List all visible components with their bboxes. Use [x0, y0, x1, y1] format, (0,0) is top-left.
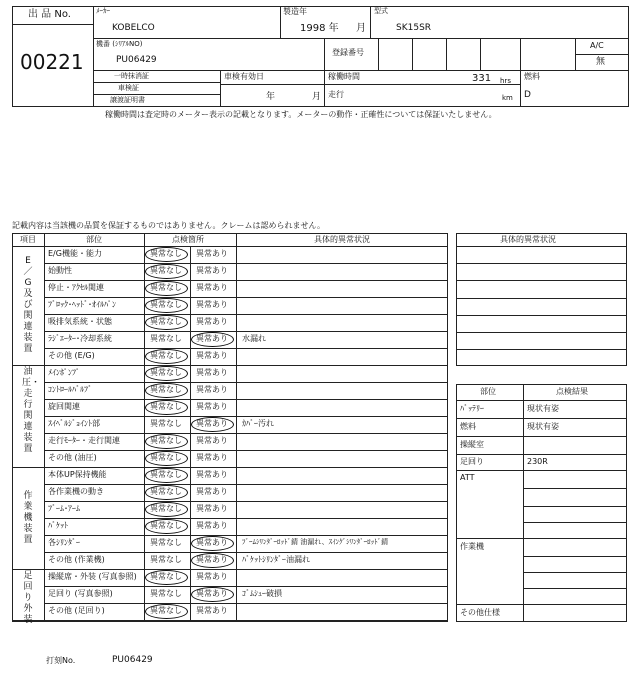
side-part-undercarriage: 足回り	[460, 457, 484, 466]
circle-ok-mark	[145, 485, 188, 500]
option-ok: 異常なし	[150, 317, 182, 326]
group-title: 足回り外装	[23, 571, 33, 625]
inspection-cert-label: 車検証	[118, 84, 139, 92]
side-col-result: 点検結果	[556, 387, 588, 396]
row-part-label: ｽｲﾍﾞﾙｼﾞｮｲﾝﾄ部	[48, 419, 100, 428]
option-ng: 異常あり	[196, 385, 228, 394]
circle-ok-mark	[145, 570, 188, 585]
ac-value: 無	[596, 57, 606, 67]
row-detail-text: 水漏れ	[242, 334, 266, 343]
option-ng: 異常あり	[196, 487, 228, 496]
circle-ng-mark	[191, 332, 234, 347]
ac-label: A/C	[590, 41, 604, 50]
valid-until-label: 車検有効日	[224, 72, 264, 81]
option-ok: 異常なし	[150, 385, 182, 394]
shuppin-number: 00221	[20, 50, 84, 74]
maker-value: KOBELCO	[112, 23, 155, 33]
hours-disclaimer: 稼働時間は査定時のメーター表示の記載となります。メーターの動作・正確性については保証いたしません。	[105, 110, 497, 119]
row-part-label: ﾊﾞｹｯﾄ	[48, 521, 68, 530]
model-value: SK15SR	[396, 23, 432, 33]
option-ok: 異常なし	[150, 249, 182, 258]
option-ng: 異常あり	[196, 504, 228, 513]
circle-ok-mark	[145, 298, 188, 313]
registration-label: 登録番号	[332, 48, 364, 57]
option-ng: 異常あり	[196, 453, 228, 462]
hours-value: 331	[472, 73, 492, 84]
option-ok: 異常なし	[150, 419, 182, 428]
option-ok: 異常なし	[150, 521, 182, 530]
option-ng: 異常あり	[196, 589, 228, 598]
option-ng: 異常あり	[196, 436, 228, 445]
valid-month-suffix: 月	[312, 92, 322, 102]
option-ng: 異常あり	[196, 368, 228, 377]
col-part-header: 部位	[86, 235, 102, 244]
side-result-battery: 現状有姿	[527, 404, 559, 413]
option-ok: 異常なし	[150, 538, 182, 547]
col-item-header: 項目	[20, 235, 36, 244]
option-ok: 異常なし	[150, 470, 182, 479]
option-ng: 異常あり	[196, 351, 228, 360]
row-part-label: 旋回関連	[48, 402, 80, 411]
year-value: 1998 年	[300, 23, 339, 34]
row-part-label: 本体UP保持機能	[48, 470, 107, 479]
option-ok: 異常なし	[150, 606, 182, 615]
mileage-label: 走行	[328, 90, 344, 99]
option-ng: 異常あり	[196, 266, 228, 275]
circle-ng-mark	[191, 587, 234, 602]
side-part-cab: 操縦室	[460, 440, 484, 449]
option-ok: 異常なし	[150, 572, 182, 581]
option-ng: 異常あり	[196, 249, 228, 258]
option-ng: 異常あり	[196, 555, 228, 564]
circle-ok-mark	[145, 451, 188, 466]
row-part-label: その他 (油圧)	[48, 453, 97, 462]
side-part-other-spec: その他仕様	[460, 608, 500, 617]
option-ok: 異常なし	[150, 555, 182, 564]
side-detail-title: 具体的異常状況	[500, 235, 556, 244]
option-ok: 異常なし	[150, 300, 182, 309]
row-detail-text: ｶﾊﾞｰ汚れ	[242, 419, 274, 428]
circle-ok-mark	[145, 468, 188, 483]
side-part-battery: ﾊﾞｯﾃﾘｰ	[460, 404, 484, 413]
fuel-label: 燃料	[524, 72, 540, 81]
serial-label: 機番 (ｼﾘｱﾙNO)	[96, 40, 143, 48]
row-part-label: ﾌﾞｰﾑ･ｱｰﾑ	[48, 504, 80, 513]
group-title: 作業機装置	[23, 490, 33, 545]
side-part-att: ATT	[460, 473, 475, 482]
option-ng: 異常あり	[196, 402, 228, 411]
row-part-label: 始動性	[48, 266, 72, 275]
option-ok: 異常なし	[150, 487, 182, 496]
row-part-label: 吸排気系統・状態	[48, 317, 112, 326]
option-ok: 異常なし	[150, 504, 182, 513]
option-ng: 異常あり	[196, 521, 228, 530]
circle-ok-mark	[145, 519, 188, 534]
fuel-value: D	[524, 90, 531, 100]
row-part-label: 操縦席・外装 (写真参照)	[48, 572, 137, 581]
option-ok: 異常なし	[150, 589, 182, 598]
col-detail-header: 具体的異常状況	[314, 235, 370, 244]
circle-ng-mark	[191, 553, 234, 568]
side-part-fuel: 燃料	[460, 422, 476, 431]
abolish-cert-label: 譲渡証明書	[110, 96, 145, 104]
option-ok: 異常なし	[150, 453, 182, 462]
circle-ok-mark	[145, 315, 188, 330]
circle-ok-mark	[145, 502, 188, 517]
option-ng: 異常あり	[196, 606, 228, 615]
row-part-label: その他 (作業機)	[48, 555, 105, 564]
option-ok: 異常なし	[150, 351, 182, 360]
hours-unit: hrs	[500, 77, 511, 85]
row-part-label: その他 (E/G)	[48, 351, 95, 360]
circle-ok-mark	[145, 247, 188, 262]
group-title: 油圧・走行関連装置	[22, 367, 41, 454]
shuppin-label: 出 品 No.	[28, 9, 71, 20]
row-part-label: その他 (足回り)	[48, 606, 105, 615]
year-label: 製造年	[283, 7, 307, 16]
option-ng: 異常あり	[196, 317, 228, 326]
side-col-part: 部位	[480, 387, 496, 396]
circle-ok-mark	[145, 604, 188, 619]
option-ng: 異常あり	[196, 470, 228, 479]
row-detail-text: ﾌﾞｰﾑｼﾘﾝﾀﾞｰﾛｯﾄﾞ錆 油漏れ、ｽｲﾝｸﾞｼﾘﾝﾀﾞｰﾛｯﾄﾞ錆	[242, 538, 389, 546]
row-part-label: 各ｼﾘﾝﾀﾞｰ	[48, 538, 80, 547]
circle-ok-mark	[145, 434, 188, 449]
row-part-label: 走行ﾓｰﾀｰ・走行関連	[48, 436, 120, 445]
model-label: 型式	[374, 7, 388, 15]
maker-label: ﾒｰｶｰ	[96, 7, 110, 15]
row-part-label: ｺﾝﾄﾛｰﾙﾊﾞﾙﾌﾞ	[48, 385, 92, 394]
stamp-label: 打刻No.	[46, 656, 76, 665]
circle-ok-mark	[145, 281, 188, 296]
quality-disclaimer: 記載内容は当該機の品質を保証するものではありません。クレームは認められません。	[12, 221, 325, 230]
option-ng: 異常あり	[196, 283, 228, 292]
serial-value: PU06429	[116, 55, 157, 65]
row-part-label: 足回り (写真参照)	[48, 589, 113, 598]
row-part-label: E/G機能・能力	[48, 249, 102, 258]
option-ok: 異常なし	[150, 334, 182, 343]
circle-ok-mark	[145, 264, 188, 279]
option-ng: 異常あり	[196, 300, 228, 309]
row-part-label: ﾌﾞﾛｯｸ･ﾍｯﾄﾞ･ｵｲﾙﾊﾟﾝ	[48, 300, 116, 309]
option-ok: 異常なし	[150, 266, 182, 275]
hours-label: 稼働時間	[328, 72, 360, 81]
circle-ng-mark	[191, 536, 234, 551]
row-part-label: ﾒｲﾝﾎﾟﾝﾌﾟ	[48, 368, 80, 377]
row-part-label: 各作業機の動き	[48, 487, 104, 496]
circle-ok-mark	[145, 366, 188, 381]
col-check-header: 点検箇所	[172, 235, 204, 244]
circle-ok-mark	[145, 400, 188, 415]
side-part-work-equipment: 作業機	[460, 542, 484, 551]
option-ok: 異常なし	[150, 368, 182, 377]
side-result-fuel: 現状有姿	[527, 422, 559, 431]
temp-cert-label: 一時抹消証	[114, 72, 149, 80]
side-result-undercarriage: 230R	[527, 457, 548, 466]
row-detail-text: ﾊﾞｹｯﾄｼﾘﾝﾀﾞｰ油漏れ	[242, 555, 310, 564]
row-part-label: ﾗｼﾞｴｰﾀｰ･冷却系統	[48, 334, 112, 343]
valid-year-suffix: 年	[266, 92, 276, 102]
km-unit: km	[502, 94, 513, 102]
option-ng: 異常あり	[196, 572, 228, 581]
stamp-value: PU06429	[112, 655, 153, 665]
row-part-label: 停止・ｱｸｾﾙ関連	[48, 283, 104, 292]
option-ok: 異常なし	[150, 283, 182, 292]
circle-ng-mark	[191, 417, 234, 432]
option-ok: 異常なし	[150, 402, 182, 411]
option-ng: 異常あり	[196, 538, 228, 547]
month-suffix: 月	[356, 23, 366, 34]
option-ok: 異常なし	[150, 436, 182, 445]
circle-ok-mark	[145, 383, 188, 398]
row-detail-text: ｺﾞﾑｼｭｰ破損	[242, 589, 282, 598]
group-title: E／G及び関連装置	[23, 256, 33, 354]
circle-ok-mark	[145, 349, 188, 364]
option-ng: 異常あり	[196, 419, 228, 428]
option-ng: 異常あり	[196, 334, 228, 343]
